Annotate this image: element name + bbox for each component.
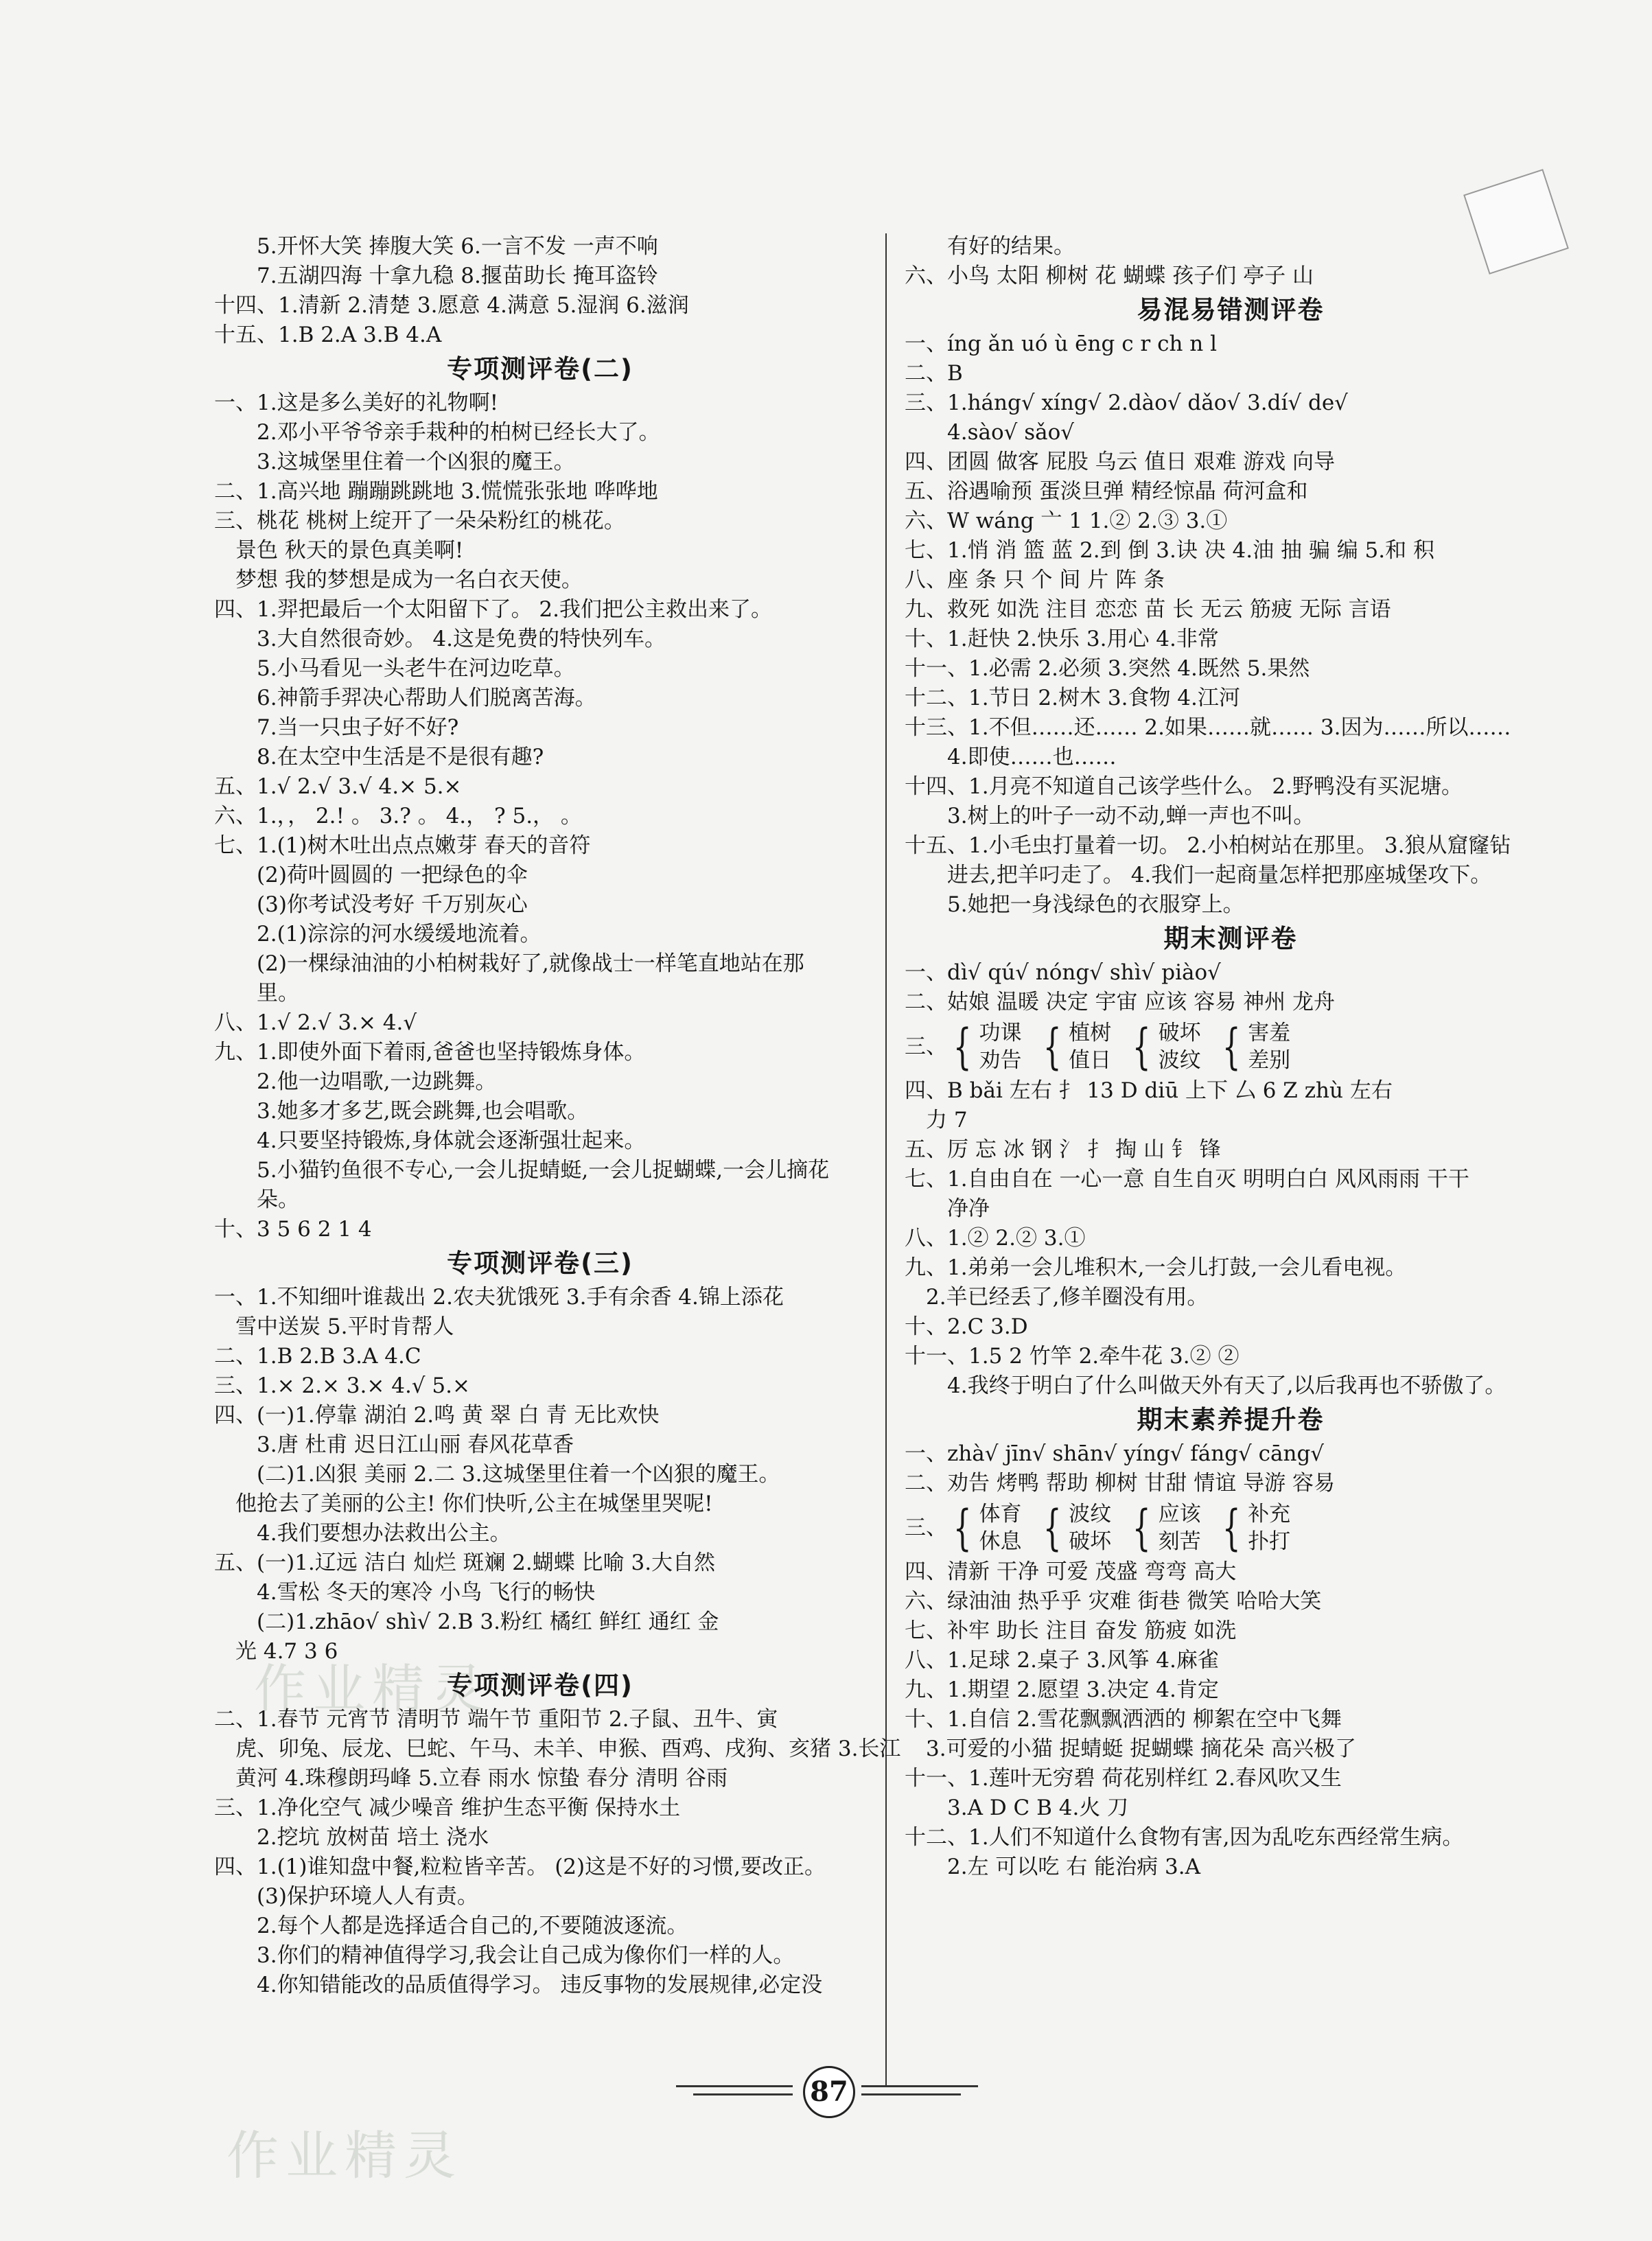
answer-line: 2.他一边唱歌,一边跳舞。 [257,1069,497,1094]
answer-line: 7.五湖四海 十拿九稳 8.揠苗助长 掩耳盗铃 [257,264,658,288]
answer-line: 朵。 [257,1187,299,1212]
answer-line: (二)1.zhāo√ shì√ 2.B 3.粉红 橘红 鲜红 通红 金 [257,1610,719,1634]
answer-line: 三、1.háng√ xíng√ 2.dào√ dǎo√ 3.dí√ de√ [905,391,1348,415]
answer-line: 十一、1.莲叶无穷碧 荷花别样红 2.春风吹又生 [905,1766,1342,1791]
answer-line: 十四、1.月亮不知道自己该学些什么。 2.野鸭没有买泥塘。 [905,774,1463,799]
answer-line: 2.邓小平爷爷亲手栽种的柏树已经长大了。 [257,420,660,445]
answer-line: 十二、1.人们不知道什么食物有害,因为乱吃东西经常生病。 [905,1825,1464,1850]
brace-word: 差别 [1248,1048,1291,1073]
right-block-a [905,232,1557,1017]
answer-line: 四、B bǎi 左右 扌 13 D diū 上下 厶 6 Z zhù 左右 [905,1078,1393,1103]
answer-line: 五、1.√ 2.√ 3.√ 4.× 5.× [214,774,462,799]
answer-line: (二)1.凶狠 美丽 2.二 3.这城堡里住着一个凶狠的魔王。 [257,1462,780,1487]
answer-line: 5.开怀大笑 捧腹大笑 6.一言不发 一声不响 [257,234,658,259]
answer-line: 4.雪松 冬天的寒冷 小鸟 飞行的畅快 [257,1580,596,1605]
answer-line: 3.可爱的小猫 捉蜻蜓 捉蝴蝶 摘花朵 高兴极了 [926,1737,1356,1761]
answer-line: 5.小马看见一头老牛在河边吃草。 [257,656,575,681]
brace-group [947,1500,1022,1555]
answer-line: 四、(一)1.停靠 湖泊 2.鸣 黄 翠 白 青 无比欢快 [214,1403,660,1428]
section-heading: 专项测评卷(二) [447,354,633,384]
answer-line: 十、1.自信 2.雪花飘飘洒洒的 柳絮在空中飞舞 [905,1707,1342,1732]
answer-line: 十五、1.B 2.A 3.B 4.A [214,323,442,347]
brace-glyph: { [1043,1500,1062,1556]
brace-row-1 [905,1017,1557,1076]
answer-line: 六、W wáng 亠 1 1.② 2.③ 3.① [905,509,1228,533]
brace-glyph: { [1222,1019,1241,1075]
answer-line: 七、1.(1)树木吐出点点嫩芽 春天的音符 [214,833,591,858]
answer-line: 3.A D C B 4.火 刀 [947,1796,1129,1820]
section-heading: 专项测评卷(四) [447,1671,633,1700]
answer-line: 八、1.② 2.② 3.① [905,1226,1086,1251]
footer-rule-left [676,2085,793,2087]
answer-line: 二、姑娘 温暖 决定 宇宙 应该 容易 神州 龙舟 [905,990,1335,1014]
answer-line: 四、团圆 做客 屁股 乌云 值日 艰难 游戏 向导 [905,450,1335,474]
answer-line: 3.唐 杜甫 迟日江山丽 春风花草香 [257,1432,574,1457]
right-block-b [905,1076,1557,1498]
answer-line: 进去,把羊叼走了。 4.我们一起商量怎样把那座城堡攻下。 [947,863,1492,887]
answer-line: 九、救死 如洗 注目 恋恋 苗 长 无云 筋疲 无际 言语 [905,597,1391,622]
answer-line: 十五、1.小毛虫打量着一切。 2.小柏树站在那里。 3.狼从窟窿钻 [905,833,1511,858]
brace-word: 值日 [1069,1048,1112,1073]
answer-line: 六、小鸟 太阳 柳树 花 蝴蝶 孩子们 亭子 山 [905,264,1314,288]
answer-line: 七、1.悄 消 篮 蓝 2.到 倒 3.诀 决 4.油 抽 骗 编 5.和 积 [905,538,1434,563]
answer-line: 八、座 条 只 个 间 片 阵 条 [905,568,1165,592]
answer-line: 4.只要坚持锻炼,身体就会逐渐强壮起来。 [257,1128,646,1153]
answer-line: 5.小猫钓鱼很不专心,一会儿捉蜻蜓,一会儿捉蝴蝶,一会儿摘花 [257,1158,830,1183]
section-heading: 期末素养提升卷 [1137,1405,1325,1435]
right-block-c [905,1557,1557,1882]
answer-line: 黄河 4.珠穆朗玛峰 5.立春 雨水 惊蛰 春分 清明 谷雨 [235,1766,728,1791]
answer-line: 八、1.√ 2.√ 3.× 4.√ [214,1010,417,1035]
section-heading: 专项测评卷(三) [447,1249,633,1278]
brace-glyph: { [1043,1019,1062,1075]
answer-line: 4.你知错能改的品质值得学习。 违反事物的发展规律,必定没 [257,1973,823,1997]
brace-word: 功课 [979,1021,1022,1045]
answer-line: 九、1.即使外面下着雨,爸爸也坚持锻炼身体。 [214,1040,646,1065]
answer-line: (2)荷叶圆圆的 一把绿色的伞 [257,863,528,887]
answer-line: 景色 秋天的景色真美啊! [235,538,464,563]
answer-line: 十二、1.节日 2.树木 3.食物 4.江河 [905,686,1240,710]
brace-row-2 [905,1498,1557,1557]
answer-line: 4.我终于明白了什么叫做天外有天了,以后我再也不骄傲了。 [947,1373,1506,1398]
answer-line: (3)保护环境人人有责。 [257,1884,478,1909]
answer-line: 2.每个人都是选择适合自己的,不要随波逐流。 [257,1914,688,1938]
answer-line: 二、劝告 烤鸭 帮助 柳树 甘甜 情谊 导游 容易 [905,1471,1335,1496]
answer-line: (3)你考试没考好 千万别灰心 [257,892,528,917]
answer-line: 7.当一只虫子好不好? [257,715,459,740]
answer-line: 有好的结果。 [947,234,1075,259]
answer-line: 3.她多才多艺,既会跳舞,也会唱歌。 [257,1099,589,1124]
answer-line: 4.即使……也…… [947,745,1117,769]
brace-group [1126,1019,1201,1074]
answer-line: 2.挖坑 放树苗 培土 浇水 [257,1825,489,1850]
answer-line: 他抢去了美丽的公主! 你们快听,公主在城堡里哭呢! [235,1491,713,1516]
answer-line: 五、厉 忘 冰 钢 氵 扌 掏 山 钅 锋 [905,1137,1221,1162]
answer-line: 3.这城堡里住着一个凶狠的魔王。 [257,450,575,474]
brace-word: 破坏 [1069,1529,1112,1554]
brace-word: 波纹 [1158,1048,1201,1073]
answer-line: 八、1.足球 2.桌子 3.风筝 4.麻雀 [905,1648,1219,1673]
brace-group [1216,1500,1291,1555]
section-heading: 易混易错测评卷 [1137,295,1325,325]
brace-word: 刻苦 [1158,1529,1201,1554]
brace-group [1126,1500,1201,1555]
brace-word: 植树 [1069,1021,1112,1045]
answer-line: 2.(1)淙淙的河水缓缓地流着。 [257,922,542,947]
answer-line: 4.sào√ sǎo√ [947,420,1075,445]
page-number: 87 [803,2066,855,2118]
brace-group [947,1019,1022,1074]
brace-glyph: { [1132,1019,1151,1075]
answer-line: 四、1.羿把最后一个太阳留下了。 2.我们把公主救出来了。 [214,597,773,622]
brace-row-label: 三、 [905,1515,947,1540]
answer-line: 二、1.B 2.B 3.A 4.C [214,1344,421,1369]
answer-line: 5.她把一身浅绿色的衣服穿上。 [947,892,1244,917]
answer-line: 九、1.弟弟一会儿堆积木,一会儿打鼓,一会儿看电视。 [905,1255,1407,1280]
answer-line: 4.我们要想办法救出公主。 [257,1521,511,1546]
brace-group [1037,1500,1112,1555]
answer-line: 三、桃花 桃树上绽开了一朵朵粉红的桃花。 [214,509,625,533]
watermark-text-2: 作业精灵 [226,2125,463,2186]
answer-line: 十一、1.5 2 竹竿 2.牵牛花 3.② ② [905,1344,1240,1369]
brace-word: 害羞 [1248,1021,1291,1045]
answer-line: 十、1.赶快 2.快乐 3.用心 4.非常 [905,627,1219,651]
brace-word: 破坏 [1158,1021,1201,1045]
answer-line: 七、1.自由自在 一心一意 自生自灭 明明白白 风风雨雨 干干 [905,1167,1469,1192]
brace-word: 扑打 [1248,1529,1291,1554]
answer-line: 里。 [257,981,299,1006]
answer-line: 2.羊已经丢了,修羊圈没有用。 [926,1285,1209,1310]
answer-line: 3.大自然很奇妙。 4.这是免费的特快列车。 [257,627,666,651]
answer-line: 二、1.高兴地 蹦蹦跳跳地 3.慌慌张张地 哗哗地 [214,479,658,504]
answer-line: 五、(一)1.辽远 洁白 灿烂 斑斓 2.蝴蝶 比喻 3.大自然 [214,1551,716,1575]
brace-word: 补充 [1248,1502,1291,1526]
answer-line: 十四、1.清新 2.清楚 3.愿意 4.满意 5.湿润 6.滋润 [214,293,689,318]
answer-line: 光 4.7 3 6 [235,1639,338,1664]
right-column [905,232,1557,1882]
answer-line: 十三、1.不但……还…… 2.如果……就…… 3.因为……所以…… [905,715,1511,740]
answer-line: 一、íng ǎn uó ù ēng c r ch n l [905,332,1217,356]
answer-line: 十、2.C 3.D [905,1314,1028,1339]
answer-line: (2)一棵绿油油的小柏树栽好了,就像战士一样笔直地站在那 [257,951,804,976]
answer-line: 雪中送炭 5.平时肯帮人 [235,1314,454,1339]
footer-rule-left-2 [693,2093,793,2095]
answer-line: 6.神箭手羿决心帮助人们脱离苦海。 [257,686,596,710]
answer-line: 四、1.(1)谁知盘中餐,粒粒皆辛苦。 (2)这是不好的习惯,要改正。 [214,1855,826,1879]
answer-line: 一、1.不知细叶谁裁出 2.农夫犹饿死 3.手有余香 4.锦上添花 [214,1285,784,1310]
answer-line: 六、绿油油 热乎乎 灾难 街巷 微笑 哈哈大笑 [905,1589,1322,1614]
left-column [214,232,901,2000]
answer-line: 六、1.，， 2.! 。 3.? 。 4.， ? 5.， 。 [214,804,582,828]
answer-line: 一、1.这是多么美好的礼物啊! [214,391,499,415]
brace-word: 休息 [979,1529,1022,1554]
answer-line: 一、dì√ qú√ nóng√ shì√ piào√ [905,960,1221,985]
footer-rule-right [861,2085,978,2087]
answer-line: 三、1.× 2.× 3.× 4.√ 5.× [214,1373,470,1398]
footer-rule-right-2 [861,2093,961,2095]
brace-group [1037,1019,1112,1074]
answer-line: 梦想 我的梦想是成为一名白衣天使。 [235,568,583,592]
answer-line: 七、补牢 助长 注目 奋发 筋疲 如洗 [905,1618,1237,1643]
brace-glyph: { [1222,1500,1241,1556]
brace-glyph: { [953,1500,972,1556]
column-divider [885,233,887,2087]
answer-line: 二、1.春节 元宵节 清明节 端午节 重阳节 2.子鼠、丑牛、寅 [214,1707,778,1732]
answer-line: 四、清新 干净 可爱 茂盛 弯弯 高大 [905,1559,1237,1584]
answer-line: 一、zhà√ jīn√ shān√ yíng√ fáng√ cāng√ [905,1441,1325,1466]
answer-line: 8.在太空中生活是不是很有趣? [257,745,544,769]
answer-line: 2.左 可以吃 右 能治病 3.A [947,1855,1200,1879]
brace-word: 体育 [979,1502,1022,1526]
brace-word: 波纹 [1069,1502,1112,1526]
answer-line: 力 7 [926,1108,968,1133]
answer-line: 十一、1.必需 2.必须 3.突然 4.既然 5.果然 [905,656,1310,681]
answer-line: 净净 [947,1196,990,1221]
answer-line: 3.你们的精神值得学习,我会让自己成为像你们一样的人。 [257,1943,795,1968]
answer-line: 十、3 5 6 2 1 4 [214,1217,372,1242]
brace-glyph: { [953,1019,972,1075]
answer-line: 二、B [905,361,963,386]
watermark-text: 作业精灵 [254,1658,490,1719]
brace-word: 劝告 [979,1048,1022,1073]
answer-line: 3.树上的叶子一动不动,蝉一声也不叫。 [947,804,1315,828]
answer-line: 虎、卯兔、辰龙、巳蛇、午马、未羊、申猴、酉鸡、戌狗、亥猪 3.长江 [235,1737,901,1761]
brace-row-label: 三、 [905,1034,947,1059]
section-heading: 期末测评卷 [1163,924,1298,953]
answer-line: 五、浴遇喻预 蛋淡旦弹 精经惊晶 荷河盒和 [905,479,1308,504]
answer-line: 三、1.净化空气 减少噪音 维护生态平衡 保持水土 [214,1796,681,1820]
brace-group [1216,1019,1291,1074]
answer-line: 九、1.期望 2.愿望 3.决定 4.肯定 [905,1677,1219,1702]
brace-word: 应该 [1158,1502,1201,1526]
brace-glyph: { [1132,1500,1151,1556]
